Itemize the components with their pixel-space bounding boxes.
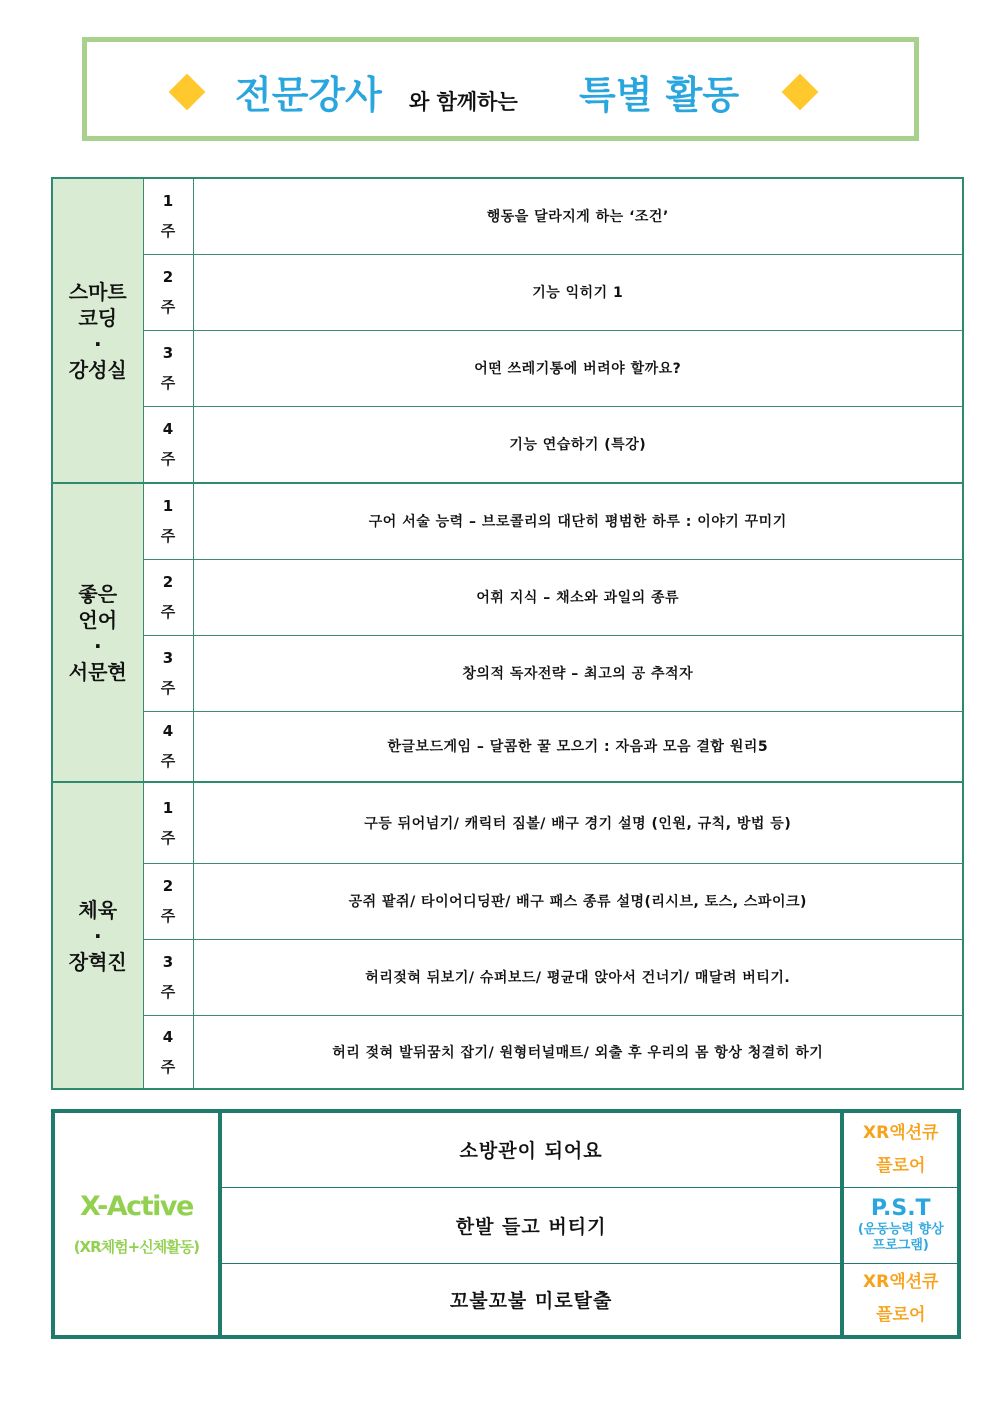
table-row [52, 939, 963, 1015]
week-cell [143, 782, 193, 863]
schedule-table [51, 177, 964, 1090]
tag-line: P.S.T [870, 1196, 931, 1221]
table-row [52, 635, 963, 711]
tag-line: (운동능력 향상 [857, 1222, 944, 1237]
activity-cell: 어떤 쓰레기통에 버려야 할까요? [193, 330, 963, 406]
xactive-tag [842, 1111, 959, 1187]
category-line: 서문현 [68, 659, 127, 684]
category-line: · [93, 331, 102, 356]
table-row [52, 863, 963, 939]
week-cell [143, 863, 193, 939]
week-number: 2 [162, 877, 174, 895]
tag-line: 프로그램) [872, 1238, 929, 1253]
title-part2: 와 함께하는 [409, 90, 518, 114]
title-part3: 특별 활동 [579, 73, 740, 117]
week-number: 4 [162, 722, 174, 741]
activity-cell: 행동을 달라지게 하는 ‘조건’ [193, 178, 963, 254]
category-line: 체육 [78, 897, 118, 922]
activity-cell: 허리 젖혀 발뒤꿈치 잡기/ 원형터널매트/ 외출 후 우리의 몸 항상 청결히 하기 [193, 1015, 963, 1089]
category-line: 언어 [78, 607, 118, 632]
table-row [52, 254, 963, 330]
category-cell-coding [52, 178, 143, 483]
activity-cell: 기능 연습하기 (특강) [193, 406, 963, 483]
title-banner [82, 37, 919, 141]
week-cell [143, 635, 193, 711]
category-line: · [93, 633, 102, 658]
activity-cell: 공쥐 팥쥐/ 타이어디딩판/ 배구 패스 종류 설명(리시브, 토스, 스파이크) [193, 863, 963, 939]
week-number: 1 [162, 798, 174, 817]
week-unit: 주 [160, 527, 176, 546]
tag-line: XR액션큐 [863, 1122, 939, 1143]
category-line: 좋은 [78, 581, 118, 606]
week-unit: 주 [160, 450, 176, 469]
xactive-activity: 꼬불꼬불 미로탈출 [220, 1263, 843, 1337]
week-cell [143, 178, 193, 254]
activity-cell: 구어 서술 능력 – 브로콜리의 대단히 평범한 하루 : 이야기 꾸미기 [193, 483, 963, 559]
table-row [52, 1015, 963, 1089]
xactive-tag [842, 1263, 959, 1337]
category-line: 스마트 [68, 279, 127, 304]
table-row [52, 711, 963, 782]
tag-line: 플로어 [876, 1305, 926, 1326]
category-line: 강성실 [68, 357, 127, 382]
xactive-activity: 소방관이 되어요 [220, 1111, 843, 1187]
xactive-tag [842, 1187, 959, 1263]
xactive-activity: 한발 들고 버티기 [220, 1187, 843, 1263]
week-unit: 주 [160, 374, 176, 392]
table-row [52, 178, 963, 254]
table-row [52, 483, 963, 559]
activity-cell: 기능 익히기 1 [193, 254, 963, 330]
week-cell [143, 559, 193, 635]
activity-cell: 허리젖혀 뒤보기/ 슈퍼보드/ 평균대 앉아서 건너기/ 매달려 버티기. [193, 939, 963, 1015]
table-row [52, 559, 963, 635]
week-number: 3 [162, 344, 174, 362]
week-number: 4 [162, 1027, 174, 1046]
week-cell [143, 330, 193, 406]
week-cell [143, 1015, 193, 1089]
diamond-left-icon [169, 74, 206, 111]
week-number: 3 [162, 649, 174, 667]
week-number: 1 [162, 497, 174, 516]
xactive-subtitle: (XR체험+신체활동) [73, 1238, 200, 1256]
week-unit: 주 [160, 828, 176, 847]
week-unit: 주 [160, 298, 176, 316]
week-number: 2 [162, 573, 174, 591]
week-unit: 주 [160, 679, 176, 697]
tag-line: 플로어 [876, 1155, 926, 1176]
table-row [52, 782, 963, 863]
table-row [52, 406, 963, 483]
activity-cell: 한글보드게임 – 달콤한 꿀 모으기 : 자음과 모음 결합 원리5 [193, 711, 963, 782]
category-line: 장혁진 [68, 949, 127, 974]
week-number: 3 [162, 953, 174, 971]
diamond-right-icon [782, 74, 819, 111]
activity-cell: 구등 뒤어넘기/ 캐릭터 짐볼/ 배구 경기 설명 (인원, 규칙, 방법 등) [193, 782, 963, 863]
week-unit: 주 [160, 907, 176, 925]
xactive-table [51, 1109, 961, 1339]
week-unit: 주 [160, 222, 176, 241]
week-cell [143, 483, 193, 559]
table-row [52, 330, 963, 406]
week-cell [143, 939, 193, 1015]
week-unit: 주 [160, 983, 176, 1001]
category-cell-pe [52, 782, 143, 1089]
week-number: 2 [162, 268, 174, 286]
week-cell [143, 406, 193, 483]
week-unit: 주 [160, 603, 176, 621]
activity-cell: 어휘 지식 – 채소와 과일의 종류 [193, 559, 963, 635]
week-cell [143, 711, 193, 782]
week-number: 1 [162, 192, 174, 211]
category-line: · [93, 923, 102, 948]
activity-cell: 창의적 독자전략 – 최고의 공 추적자 [193, 635, 963, 711]
xactive-category-cell [53, 1111, 220, 1337]
week-unit: 주 [160, 752, 176, 771]
category-line: 코딩 [78, 305, 118, 330]
week-cell [143, 254, 193, 330]
table-row [53, 1111, 959, 1187]
title-part1: 전문강사 [235, 73, 382, 117]
week-unit: 주 [160, 1057, 176, 1076]
week-number: 4 [162, 420, 174, 439]
tag-line: XR액션큐 [863, 1272, 939, 1293]
category-cell-language [52, 483, 143, 782]
xactive-title: X-Active [79, 1191, 193, 1222]
